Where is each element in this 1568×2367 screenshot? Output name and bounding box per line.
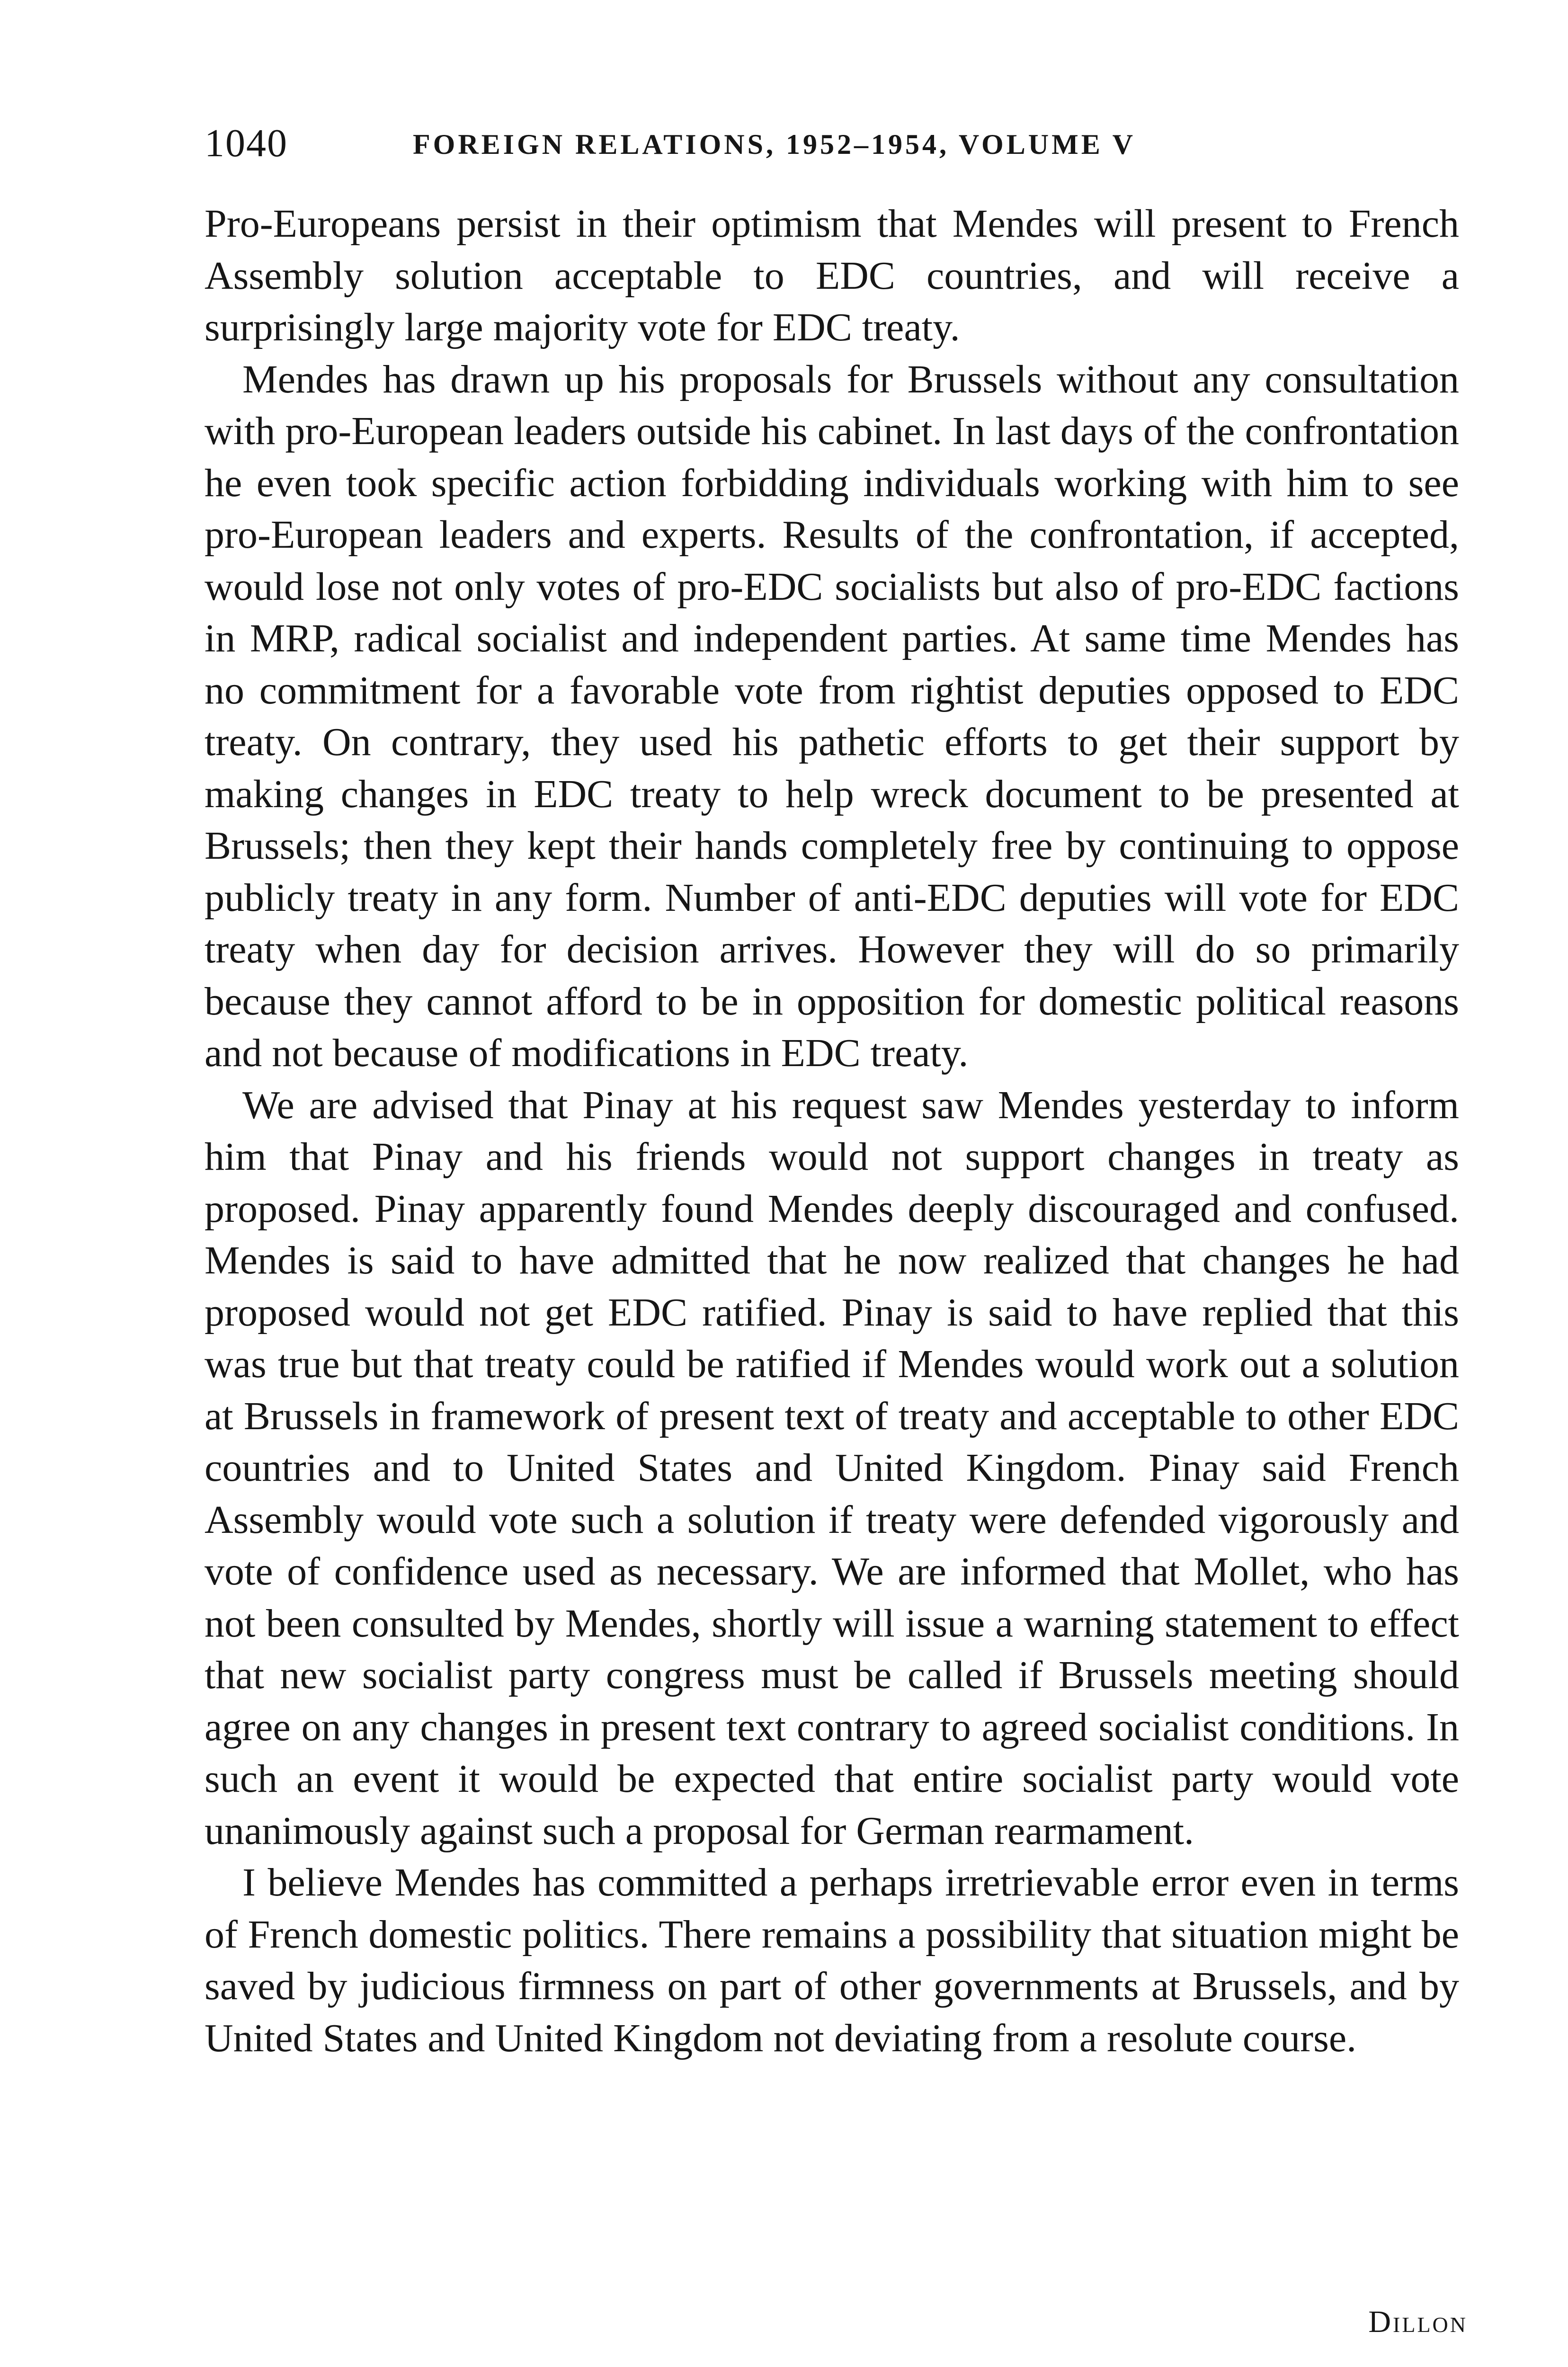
running-title: FOREIGN RELATIONS, 1952–1954, VOLUME V [413, 129, 1136, 160]
page-header [205, 117, 1246, 174]
document-body [205, 198, 1459, 2064]
signature: Dillon [1368, 2305, 1468, 2339]
paragraph-2: Mendes has drawn up his proposals for Brussels without any consultation with pro-European leaders outside his cabinet. In last days of the confrontation he even took specific action forbidding individuals working with him to see pro-European leaders and experts. Results of the confrontation, if accepted, would lose not only votes of pro-EDC socialists but also of pro-EDC factions in MRP, radical socialist and independent parties. At same time Mendes has no commitment for a favorable vote from rightist deputies opposed to EDC treaty. On contrary, they used his pathetic efforts to get their support by making changes in EDC treaty to help wreck document to be presented at Brussels; then they kept their hands completely free by continuing to oppose publicly treaty in any form. Number of anti-EDC deputies will vote for EDC treaty when day for decision arrives. However they will do so primarily because they cannot afford to be in opposition for domestic political reasons and not because of modifications in EDC treaty. [205, 357, 1459, 1075]
paragraph-1: Pro-Europeans persist in their optimism that Mendes will present to French Assembly solution acceptable to EDC countries, and will receive a surprisingly large majority vote for EDC treaty. [205, 202, 1459, 349]
page-number: 1040 [205, 121, 288, 165]
paragraph-4: I believe Mendes has committed a perhaps irretrievable error even in terms of French domestic politics. There remains a possibility that situation might be saved by judicious firmness on part of other governments at Brussels, and by United States and United Kingdom not deviating from a resolute course. [205, 1860, 1459, 2060]
paragraph-3: We are advised that Pinay at his request saw Mendes yesterday to inform him that Pinay and his friends would not support changes in treaty as proposed. Pinay apparently found Mendes deeply discouraged and confused. Mendes is said to have admitted that he now realized that changes he had proposed would not get EDC ratified. Pinay is said to have replied that this was true but that treaty could be ratified if Mendes would work out a solution at Brussels in framework of present text of treaty and acceptable to other EDC countries and to United States and United Kingdom. Pinay said French Assembly would vote such a solution if treaty were defended vigorously and vote of confidence used as necessary. We are informed that Mollet, who has not been consulted by Mendes, shortly will issue a warning statement to effect that new socialist party congress must be called if Brussels meeting should agree on any changes in present text contrary to agreed socialist conditions. In such an event it would be expected that entire socialist party would vote unanimously against such a proposal for German rearmament. [205, 1083, 1459, 1853]
